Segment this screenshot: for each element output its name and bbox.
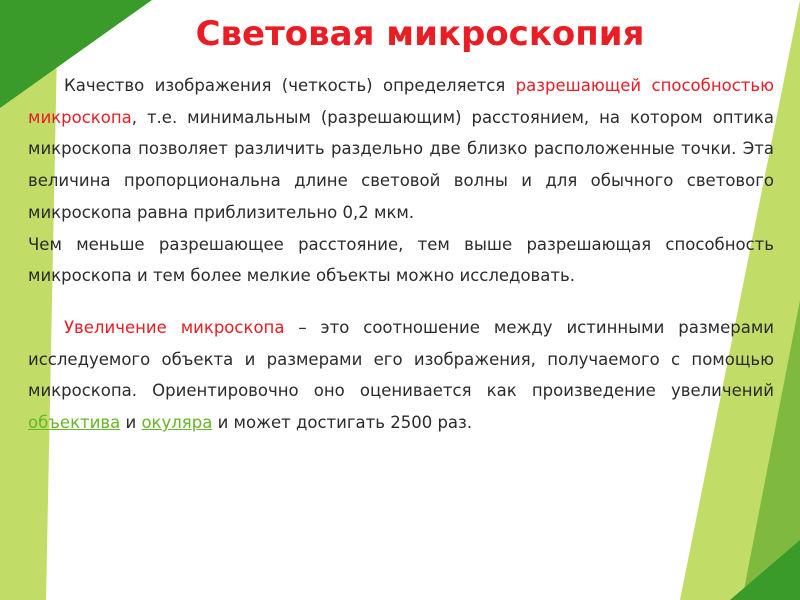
link-eyepiece[interactable]: окуляра <box>141 413 213 433</box>
text-segment: Качество изображения (четкость) определяется <box>64 76 516 95</box>
slide-title: Световая микроскопия <box>195 14 645 54</box>
term-magnification: Увеличение микроскопа <box>64 317 285 337</box>
link-objective[interactable]: объектива <box>28 413 121 433</box>
text-segment: и <box>120 413 142 433</box>
paragraph-resolution <box>28 70 774 292</box>
slide-body <box>28 70 774 439</box>
paragraph-magnification <box>28 312 774 439</box>
text-segment: – это соотношение между истинными размерами исследуемого объекта и размерами его изображения, получаемого с помощью микроскопа. Ориентировочно оно оценивается как произведение увеличений <box>28 317 774 401</box>
text-segment: , т.е. минимальным (разрешающим) расстоянием, на котором оптика микроскопа позволяет различить раздельно две близко расположенные точки. Эта величина пропорциональна длине световой волны и для обычного светового микроскопа равна приблизительно 0,2 мкм. <box>28 107 774 222</box>
text-segment: и может достигать 2500 раз. <box>212 413 473 433</box>
term-resolution: разрешающей способностью микроскопа <box>28 76 774 127</box>
text-segment: Чем меньше разрешающее расстояние, тем выше разрешающая способность микроскопа и тем более мелкие объекты можно исследовать. <box>28 234 774 286</box>
